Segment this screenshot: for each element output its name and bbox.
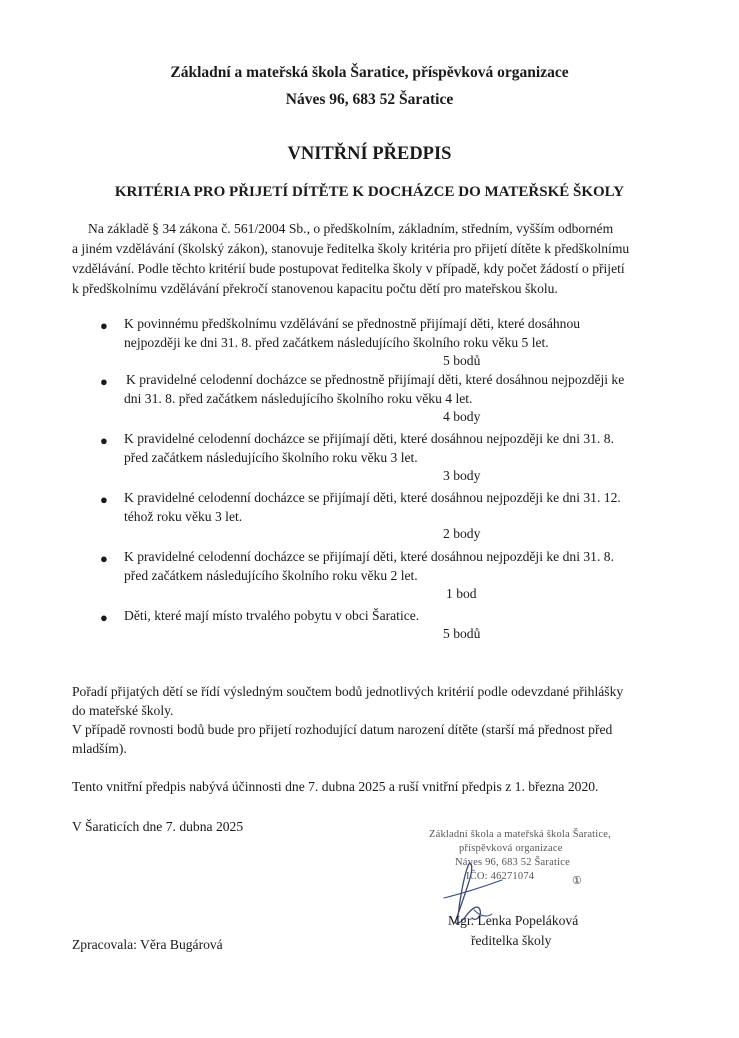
bullet-icon: ● (100, 374, 108, 389)
bullet-icon: ● (100, 318, 108, 333)
criterion-text: před začátkem následujícího školního roku věku 2 let. (124, 568, 418, 583)
criterion-text: dni 31. 8. před začátkem následujícího školního roku věku 4 let. (124, 391, 473, 406)
signatory-name: Mgr. Lenka Popeláková (448, 913, 579, 928)
intro-line: vzdělávání. Podle těchto kritérií bude postupovat ředitelka školy v případě, kdy počet žádostí o přijetí (72, 261, 625, 276)
criterion-points: 5 bodů (443, 626, 481, 641)
criterion-points: 3 body (443, 468, 481, 483)
stamp-line: Náves 96, 683 52 Šaratice (455, 857, 570, 868)
order-line: Pořadí přijatých dětí se řídí výsledným součtem bodů jednotlivých kritérií podle odevzdané přihlášky (72, 684, 624, 699)
order-line: V případě rovnosti bodů bude pro přijetí rozhodující datum narození dítěte (starší má přednost před (72, 722, 613, 737)
criterion-text: K povinnému předškolnímu vzdělávání se přednostně přijímají děti, které dosáhnou (124, 316, 581, 331)
stamp-mark-icon: ① (572, 875, 583, 887)
criterion-points: 5 bodů (443, 353, 481, 368)
prepared-by: Zpracovala: Věra Bugárová (72, 937, 223, 952)
bullet-icon: ● (100, 551, 108, 566)
order-line: mladším). (72, 741, 127, 756)
stamp-line: Základní škola a mateřská škola Šaratice, (429, 829, 611, 840)
criterion-text: téhož roku věku 3 let. (124, 509, 243, 524)
intro-line: k předškolnímu vzdělávání překročí stanovenou kapacitu počtu dětí pro mateřskou školu. (72, 281, 558, 296)
intro-line: a jiném vzdělávání (školský zákon), stanovuje ředitelka školy kritéria pro přijetí dítěte k předškolnímu (72, 241, 630, 256)
criterion-text: Děti, které mají místo trvalého pobytu v obci Šaratice. (124, 608, 420, 623)
bullet-icon: ● (100, 433, 108, 448)
validity-statement: Tento vnitřní předpis nabývá účinnosti dne 7. dubna 2025 a ruší vnitřní předpis z 1. března 2020. (72, 779, 599, 794)
place-date: V Šaraticích dne 7. dubna 2025 (72, 819, 244, 834)
criterion-points: 4 body (443, 409, 481, 424)
stamp-line: IČO: 46271074 (466, 871, 535, 882)
criterion-text: K pravidelné celodenní docházce se přijímají děti, které dosáhnou nejpozději ke dni 31. 8. (124, 549, 614, 564)
criterion-text: K pravidelné celodenní docházce se přednostně přijímají děti, které dosáhnou nejpozději ke (126, 372, 625, 387)
intro-line: Na základě § 34 zákona č. 561/2004 Sb., o předškolním, základním, středním, vyšším odborném (88, 221, 614, 236)
document-title: VNITŘNÍ PŘEDPIS (287, 144, 452, 164)
criterion-text: nejpozději ke dni 31. 8. před začátkem následujícího školního roku věku 5 let. (124, 335, 549, 350)
stamp-line: příspěvková organizace (459, 843, 563, 854)
document-subtitle: KRITÉRIA PRO PŘIJETÍ DÍTĚTE K DOCHÁZCE DO MATEŘSKÉ ŠKOLY (114, 184, 625, 200)
criterion-points: 1 bod (446, 586, 477, 601)
criterion-text: před začátkem následujícího školního roku věku 3 let. (124, 450, 418, 465)
signatory-role: ředitelka školy (471, 933, 552, 948)
bullet-icon: ● (100, 610, 108, 625)
criterion-text: K pravidelné celodenní docházce se přijímají děti, které dosáhnou nejpozději ke dni 31. 12. (124, 490, 621, 505)
school-name: Základní a mateřská škola Šaratice, příspěvková organizace (170, 64, 569, 81)
order-line: do mateřské školy. (72, 703, 174, 718)
bullet-icon: ● (100, 492, 108, 507)
school-address: Náves 96, 683 52 Šaratice (285, 91, 454, 108)
criterion-points: 2 body (443, 526, 481, 541)
criterion-text: K pravidelné celodenní docházce se přijímají děti, které dosáhnou nejpozději ke dni 31. 8. (124, 431, 614, 446)
